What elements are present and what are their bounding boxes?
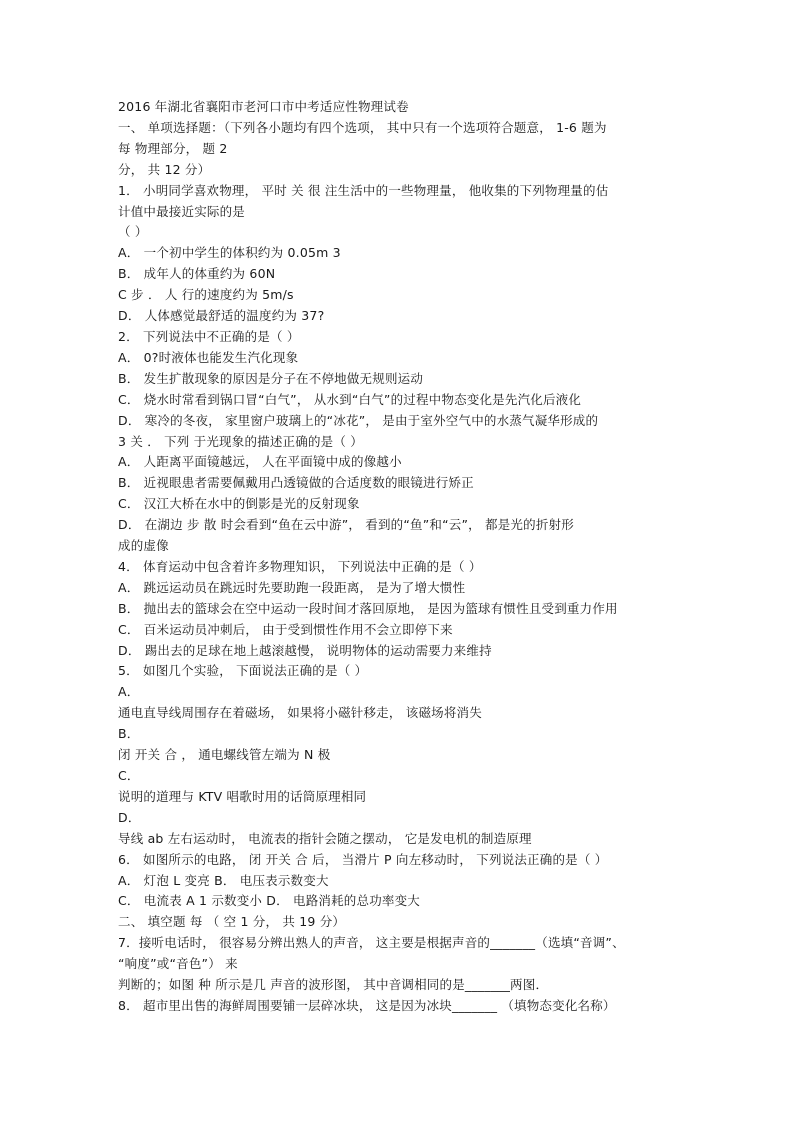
option-a: A． 跳远运动员在跳远时先要助跑一段距离， 是为了增大惯性 xyxy=(118,579,466,595)
option-a-label: A． xyxy=(118,684,140,700)
question-7: 7．接听电话时， 很容易分辨出熟人的声音， 这主要是根据声音的_______（选填“音调”、 xyxy=(118,935,625,951)
option-b: B． 抛出去的篮球会在空中运动一段时间才落回原地， 是因为篮球有惯性且受到重力作用 xyxy=(118,600,618,616)
text-line: 一、 单项选择题：（下列各小题均有四个选项， 其中只有一个选项符合题意， 1-6 题为 xyxy=(118,119,607,135)
question-4: 4． 体育运动中包含着许多物理知识， 下列说法中正确的是（ ） xyxy=(118,558,482,574)
option-c: C． 烧水时常看到锅口冒“白气”， 从水到“白气”的过程中物态变化是先汽化后液化 xyxy=(118,391,582,407)
option-c-label: C． xyxy=(118,768,140,783)
text-line: 每 物理部分， 题 2 xyxy=(118,140,228,156)
option-a-text: 通电直导线周围存在着磁场， 如果将小磁针移走， 该磁场将消失 xyxy=(118,705,482,721)
question-5: 5． 如图几个实验， 下面说法正确的是（ ） xyxy=(118,663,368,679)
option-d: D． 人体感觉最舒适的温度约为 37? xyxy=(118,308,325,324)
section-heading: 二、 填空题 每 （ 空 1 分， 共 19 分） xyxy=(118,914,346,930)
text-line: 成的虚像 xyxy=(118,538,169,554)
question-8: 8． 超市里出售的海鲜周围要铺一层碎冰块， 这是因为冰块_______ （填物态变化名称） xyxy=(118,997,616,1013)
text-line: 判断的；如图 种 所示是几 声音的波形图， 其中音调相同的是_______两图． xyxy=(118,977,549,993)
option-a: A． 人距离平面镜越远， 人在平面镜中成的像越小 xyxy=(118,454,402,470)
option-c: C 步 ． 人 行的速度约为 5m/s xyxy=(118,287,294,303)
text-line: “响度”或“音色”） 来 xyxy=(118,956,238,972)
option-c: C． 百米运动员冲刺后， 由于受到惯性作用不会立即停下来 xyxy=(118,621,453,637)
text-line: 计值中最接近实际的是 xyxy=(118,203,246,219)
exam-title: 2016 年湖北省襄阳市老河口市中考适应性物理试卷 xyxy=(118,99,409,114)
exam-page xyxy=(118,97,688,1017)
option-a: A． 0?时液体也能发生汽化现象 xyxy=(118,349,299,365)
text-line: 分， 共 12 分） xyxy=(118,161,211,177)
option-b-label: B． xyxy=(118,726,140,742)
option-d-label: D． xyxy=(118,809,141,825)
question-2: 2． 下列说法中不正确的是（ ） xyxy=(118,328,300,344)
option-d-text: 导线 ab 左右运动时， 电流表的指针会随之摆动， 它是发电机的制造原理 xyxy=(118,830,532,846)
option-c-text: 说明的道理与 KTV 唱歌时用的话筒原理相同 xyxy=(118,788,367,804)
option-d: D． 踢出去的足球在地上越滚越慢， 说明物体的运动需要力来维持 xyxy=(118,642,492,658)
text-line: （ ） xyxy=(118,224,148,240)
option-c: C． 汉江大桥在水中的倒影是光的反射现象 xyxy=(118,496,360,512)
option-b: B． 成年人的体重约为 60N xyxy=(118,266,276,282)
option-a: A． 一个初中学生的体积约为 0.05m 3 xyxy=(118,245,341,261)
options-ab: A． 灯泡 L 变亮 B． 电压表示数变大 xyxy=(118,872,329,888)
option-b-text: 闭 开关 合 ， 通电螺线管左端为 N 极 xyxy=(118,747,331,763)
option-d: D． 在湖边 步 散 时会看到“鱼在云中游”， 看到的“鱼”和“云”， 都是光的折射形 xyxy=(118,517,574,533)
question-1: 1． 小明同学喜欢物理， 平时 关 很 注生活中的一些物理量， 他收集的下列物理量的估 xyxy=(118,182,609,198)
option-d: D． 寒冷的冬夜， 家里窗户玻璃上的“冰花”， 是由于室外空气中的水蒸气凝华形成的 xyxy=(118,412,599,428)
question-6: 6． 如图所示的电路， 闭 开关 合 后， 当滑片 P 向左移动时， 下列说法正确的是（ ） xyxy=(118,851,608,867)
question-3: 3 关 ． 下列 于光现象的描述正确的是（ ） xyxy=(118,433,363,449)
options-cd: C． 电流表 A 1 示数变小 D． 电路消耗的总功率变大 xyxy=(118,893,420,909)
option-b: B． 近视眼患者需要佩戴用凸透镜做的合适度数的眼镜进行矫正 xyxy=(118,475,474,491)
option-b: B． 发生扩散现象的原因是分子在不停地做无规则运动 xyxy=(118,370,424,386)
